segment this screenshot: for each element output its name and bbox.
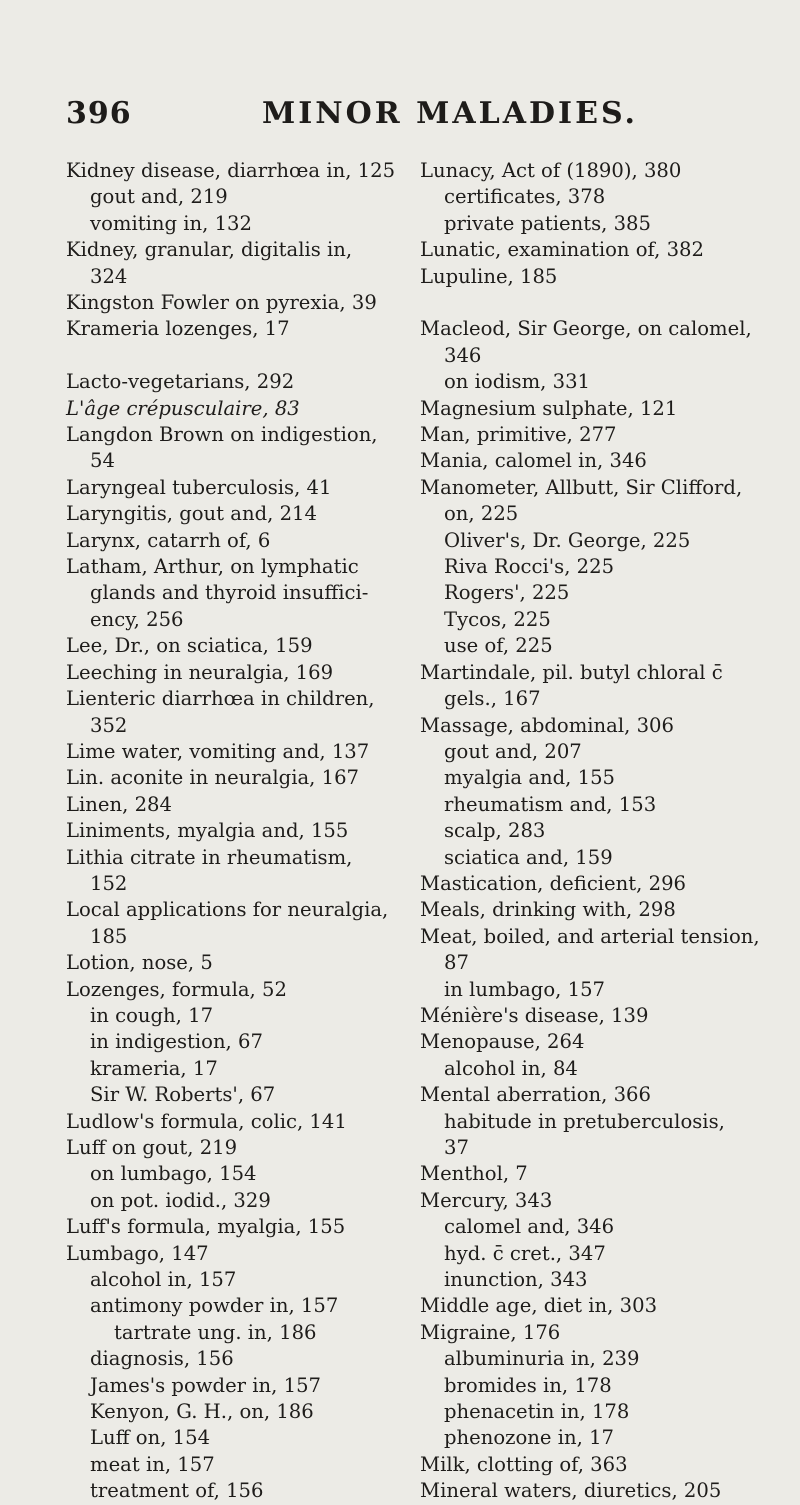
index-entry: Kidney, granular, digitalis in, — [66, 238, 353, 262]
index-subentry: calomel and, 346 — [444, 1215, 615, 1239]
index-subentry: on iodism, 331 — [444, 370, 591, 394]
index-subentry: Sir W. Roberts', 67 — [90, 1083, 276, 1107]
index-subentry: vomiting in, 132 — [90, 211, 252, 235]
index-entry: Menthol, 7 — [420, 1162, 528, 1186]
index-subentry: hyd. c̄ cret., 347 — [444, 1241, 606, 1265]
index-subentry: antimony powder in, 157 — [90, 1294, 339, 1318]
index-entry: Latham, Arthur, on lymphatic — [66, 555, 359, 579]
index-entry: Lumbago, 147 — [66, 1241, 209, 1265]
index-entry: Middle age, diet in, 303 — [420, 1294, 658, 1318]
index-subentry: Luff on, 154 — [90, 1426, 211, 1450]
index-entry: Lime water, vomiting and, 137 — [66, 739, 370, 763]
index-subentry: on lumbago, 154 — [90, 1162, 257, 1186]
index-entry: Laryngitis, gout and, 214 — [66, 502, 317, 526]
section-gap — [420, 290, 765, 316]
index-subentry: phenozone in, 17 — [444, 1426, 615, 1450]
index-subentry: in lumbago, 157 — [444, 977, 605, 1001]
index-subentry: meat in, 157 — [90, 1452, 215, 1476]
index-entry: Lienteric diarrhœa in children, — [66, 687, 375, 711]
index-entry: Lacto-vegetarians, 292 — [66, 370, 295, 394]
index-entry: Lee, Dr., on sciatica, 159 — [66, 634, 313, 658]
index-subentry: albuminuria in, 239 — [444, 1347, 640, 1371]
index-subentry: private patients, 385 — [444, 211, 651, 235]
index-entry: L'âge crépusculaire, 83 — [66, 396, 300, 420]
index-subentry: gout and, 207 — [444, 739, 582, 763]
index-subentry: 37 — [444, 1136, 469, 1160]
index-entry: Milk, clotting of, 363 — [420, 1452, 628, 1476]
index-subentry: treatment of, 156 — [90, 1479, 264, 1503]
index-column-left — [66, 158, 396, 1505]
index-subentry: Tycos, 225 — [444, 607, 551, 631]
index-entry: Manometer, Allbutt, Sir Clifford, — [420, 475, 743, 499]
index-entry: Leeching in neuralgia, 169 — [66, 660, 334, 684]
index-subentry: certificates, 378 — [444, 185, 606, 209]
index-subentry: krameria, 17 — [90, 1056, 218, 1080]
index-entry: Local applications for neuralgia, — [66, 898, 389, 922]
index-subentry: myalgia and, 155 — [444, 766, 616, 790]
index-entry: Luff on gout, 219 — [66, 1136, 238, 1160]
index-entry: Luff's formula, myalgia, 155 — [66, 1215, 346, 1239]
index-subentry: rheumatism and, 153 — [444, 792, 657, 816]
index-entry: Mastication, deficient, 296 — [420, 871, 686, 895]
index-entry: Mania, calomel in, 346 — [420, 449, 647, 473]
index-entry: Larynx, catarrh of, 6 — [66, 528, 271, 552]
index-entry: Lunacy, Act of (1890), 380 — [420, 159, 682, 182]
index-subentry: in cough, 17 — [90, 1003, 214, 1027]
index-entry: Lin. aconite in neuralgia, 167 — [66, 766, 359, 790]
index-subentry: tartrate ung. in, 186 — [114, 1320, 317, 1344]
index-entry: Langdon Brown on indigestion, — [66, 423, 378, 447]
index-subentry: diagnosis, 156 — [90, 1347, 234, 1371]
index-subentry: on pot. iodid., 329 — [90, 1188, 271, 1212]
index-subentry: James's powder in, 157 — [90, 1373, 322, 1397]
index-subentry: sciatica and, 159 — [444, 845, 613, 869]
index-entry: Martindale, pil. butyl chloral c̄ — [420, 660, 723, 684]
index-subentry: scalp, 283 — [444, 819, 546, 843]
index-subentry: alcohol in, 157 — [90, 1268, 237, 1292]
index-entry: Migraine, 176 — [420, 1320, 561, 1344]
index-subentry: Riva Rocci's, 225 — [444, 555, 615, 579]
index-subentry: 352 — [90, 713, 128, 737]
index-subentry: gels., 167 — [444, 687, 541, 711]
index-entry: Liniments, myalgia and, 155 — [66, 819, 349, 843]
index-subentry: ency, 256 — [90, 607, 184, 631]
index-entry: Kidney disease, diarrhœa in, 125 — [66, 159, 396, 182]
index-subentry: inunction, 343 — [444, 1268, 588, 1292]
index-entry: Lozenges, formula, 52 — [66, 977, 287, 1001]
index-entry: Lithia citrate in rheumatism, — [66, 845, 353, 869]
index-entry: Lotion, nose, 5 — [66, 951, 213, 975]
index-subentry: glands and thyroid insuffici- — [90, 581, 369, 605]
index-subentry: use of, 225 — [444, 634, 553, 658]
index-entry: Ludlow's formula, colic, 141 — [66, 1109, 347, 1133]
index-subentry: alcohol in, 84 — [444, 1056, 578, 1080]
index-subentry: Oliver's, Dr. George, 225 — [444, 528, 691, 552]
index-subentry: 324 — [90, 264, 128, 288]
index-entry: Mental aberration, 366 — [420, 1083, 651, 1107]
index-entry: Mineral waters, diuretics, 205 — [420, 1479, 722, 1503]
running-title: MINOR MALADIES. — [262, 96, 638, 131]
index-subentry: bromides in, 178 — [444, 1373, 612, 1397]
page-number: 396 — [66, 96, 132, 131]
index-entry: Linen, 284 — [66, 792, 172, 816]
index-subentry: 54 — [90, 449, 115, 473]
index-entry: Man, primitive, 277 — [420, 423, 617, 447]
index-subentry: 346 — [444, 343, 482, 367]
index-entry: Massage, abdominal, 306 — [420, 713, 674, 737]
index-subentry: Kenyon, G. H., on, 186 — [90, 1400, 314, 1424]
index-subentry: habitude in pretuberculosis, — [444, 1109, 725, 1133]
index-entry: Laryngeal tuberculosis, 41 — [66, 475, 332, 499]
index-subentry: Rogers', 225 — [444, 581, 570, 605]
index-column-right — [420, 158, 765, 1505]
page-header — [0, 96, 800, 136]
index-entry: Kingston Fowler on pyrexia, 39 — [66, 291, 377, 315]
index-subentry: in indigestion, 67 — [90, 1030, 263, 1054]
index-entry: Macleod, Sir George, on calomel, — [420, 317, 752, 341]
index-entry: Krameria lozenges, 17 — [66, 317, 290, 341]
index-entry: Meat, boiled, and arterial tension, — [420, 924, 760, 948]
index-subentry: phenacetin in, 178 — [444, 1400, 630, 1424]
index-subentry: 185 — [90, 924, 128, 948]
index-entry: Meals, drinking with, 298 — [420, 898, 676, 922]
index-entry: Lupuline, 185 — [420, 264, 558, 288]
index-subentry: 87 — [444, 951, 469, 975]
index-subentry: on, 225 — [444, 502, 519, 526]
index-subentry: gout and, 219 — [90, 185, 228, 209]
index-subentry: 152 — [90, 871, 128, 895]
index-entry: Ménière's disease, 139 — [420, 1003, 649, 1027]
index-entry: Menopause, 264 — [420, 1030, 585, 1054]
index-entry: Magnesium sulphate, 121 — [420, 396, 678, 420]
index-entry: Lunatic, examination of, 382 — [420, 238, 704, 262]
section-gap — [66, 343, 396, 369]
index-entry: Mercury, 343 — [420, 1188, 553, 1212]
